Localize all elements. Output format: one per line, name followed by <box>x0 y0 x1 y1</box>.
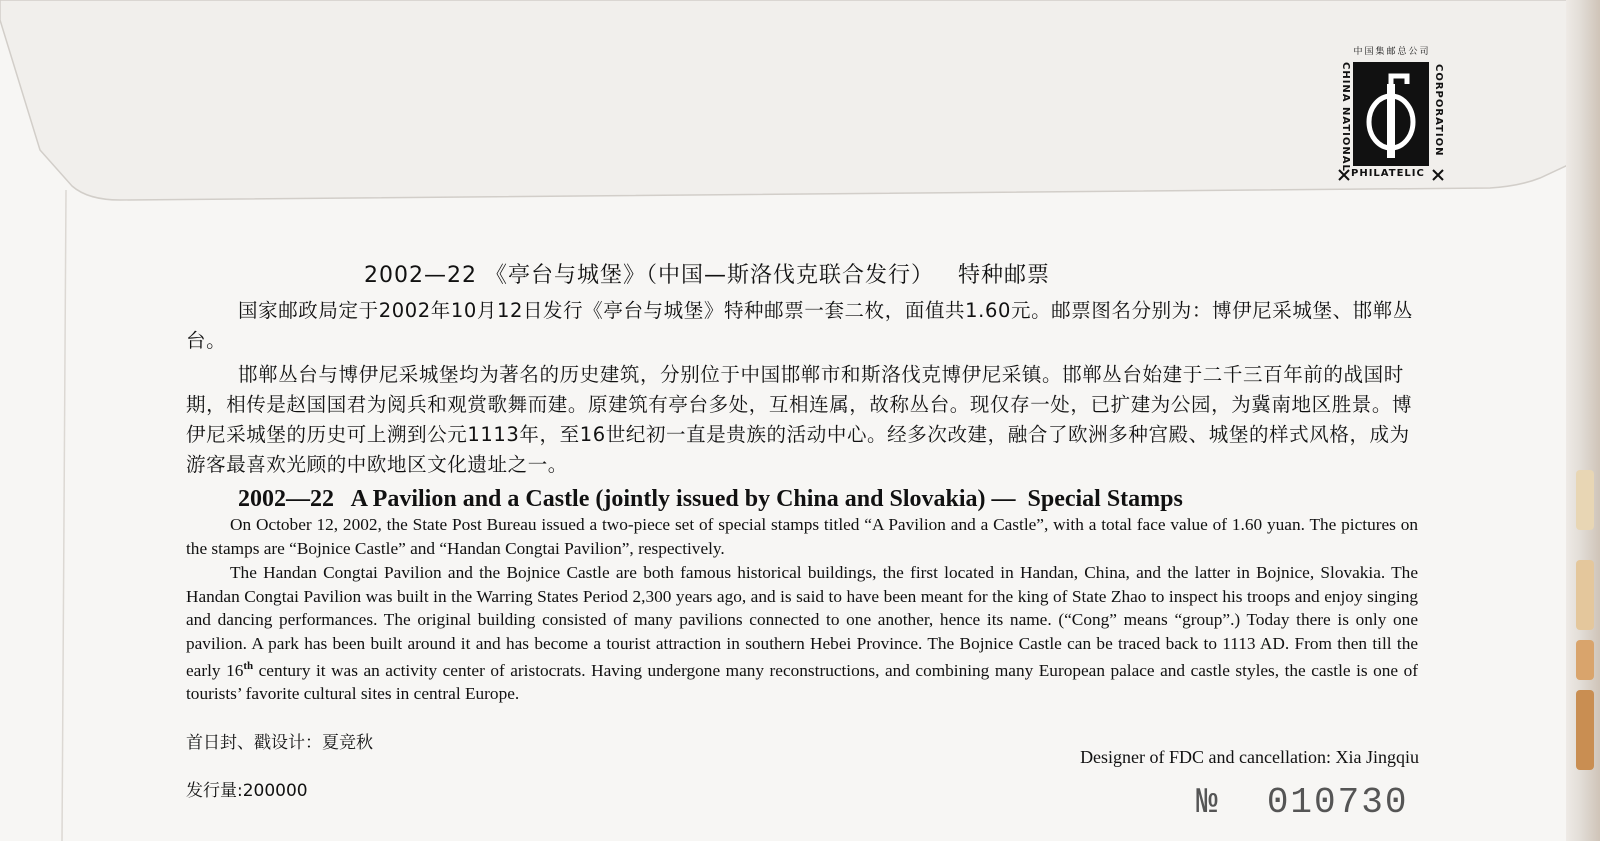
china-philatelic-logo <box>1337 44 1447 186</box>
chinese-title: 2002—22 《亭台与城堡》（中国—斯洛伐克联合发行） 特种邮票 <box>364 263 1050 288</box>
english-paragraph-1: On October 12, 2002, the State Post Bureau issued a two-piece set of special stamps titled “A Pavilion and a Castle”, with a total face value of 1.60 yuan. The pictures on the stamps are “Bojnice Castle” and “Handan Congtai Pavilion”, respectively. <box>186 515 1418 558</box>
english-paragraph-2-rest: century it was an activity center of aristocrats. Having undergone many reconstructions, and combining many European palace and castle styles, the castle is one of tourists’ favorite cultural sites in central Europe. <box>186 660 1418 704</box>
chinese-paragraph-1: 国家邮政局定于2002年10月12日发行《亭台与城堡》特种邮票一套二枚，面值共1.60元。邮票图名分别为：博伊尼采城堡、邯郸丛台。 <box>186 299 1413 352</box>
century-ordinal-suffix: th <box>243 660 254 672</box>
logo-side-left-text: CHINA NATIONAL <box>1340 62 1351 172</box>
phi-icon <box>1337 58 1447 186</box>
english-paragraph-2 <box>186 561 1418 706</box>
chinese-paragraph-2: 邯郸丛台与博伊尼采城堡均为著名的历史建筑，分别位于中国邯郸市和斯洛伐克博伊尼采镇。邯郸丛台始建于二千三百年前的战国时期，相传是赵国国君为阅兵和观赏歌舞而建。原建筑有亭台多处，互相连属，故称丛台。现仅存一处，已扩建为公园，为冀南地区胜景。博伊尼采城堡的历史可上溯到公元1113年，至16世纪初一直是贵族的活动中心。经多次改建，融合了欧洲多种宫殿、城堡的样式风格，成为游客最喜欢光顾的中欧地区文化遗址之一。 <box>186 363 1413 476</box>
designer-english: Designer of FDC and cancellation: Xia Jingqiu <box>1080 747 1419 767</box>
century-ordinal: 16 <box>226 660 244 680</box>
designer-chinese: 首日封、戳设计：夏竞秋 <box>186 733 373 753</box>
issue-quantity: 发行量:200000 <box>186 781 308 801</box>
serial-number <box>1196 782 1408 823</box>
adjacent-envelope-edge <box>1566 0 1600 841</box>
serial-digits: 010730 <box>1266 782 1409 823</box>
logo-side-right-text: CORPORATION <box>1433 64 1444 157</box>
logo-chinese-text: 中国集邮总公司 <box>1353 47 1431 57</box>
logo-bottom-text: PHILATELIC <box>1351 168 1425 179</box>
serial-prefix: № <box>1196 782 1220 823</box>
english-title: 2002—22 A Pavilion and a Castle (jointly issued by China and Slovakia) — Special Stamps <box>238 486 1183 512</box>
english-paragraph-2-main: The Handan Congtai Pavilion and the Bojnice Castle are both famous historical buildings, the first located in Handan, China, and the latter in Bojnice, Slovakia. The Handan Congtai Pavilion was built in the Warring States Period 2,300 years ago, and is said to have been meant for the king of State Zhao to inspect his troops and enjoy singing and dancing performances. The original building consisted of many pavilions connected to one another, hence its name. (“Cong” means “group”.) Today there is only one pavilion. A park has been built around it and has become a tourist attraction in southern Hebei Province. The Bojnice Castle can be traced back to 1113 AD. From then till the early <box>186 563 1418 680</box>
